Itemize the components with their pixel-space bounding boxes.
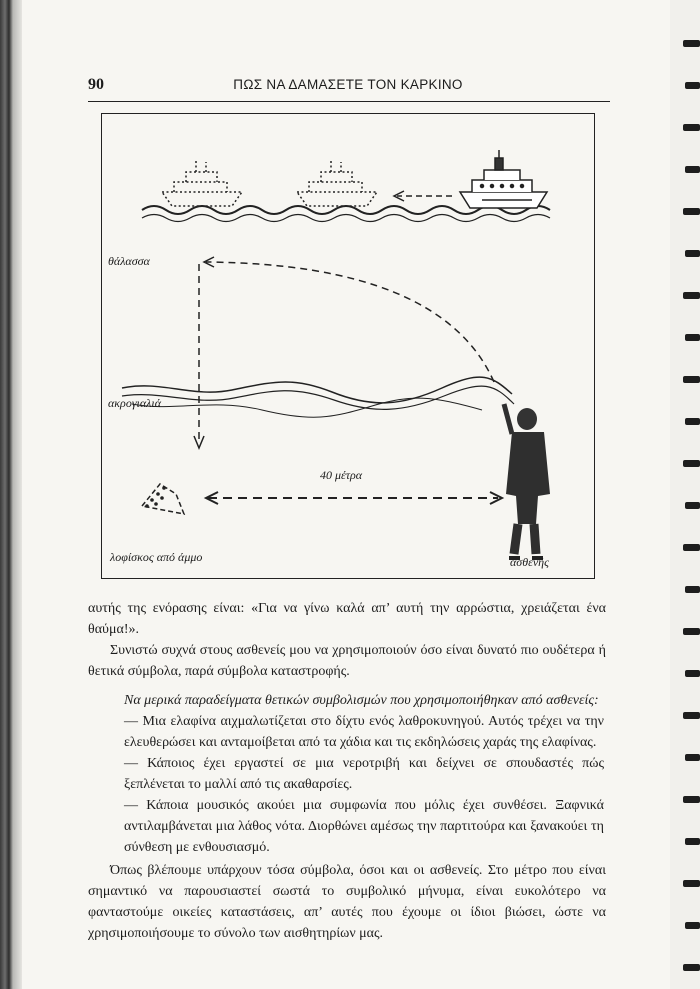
shore-line [122, 377, 512, 403]
ghost-ship-1-icon [162, 160, 242, 206]
header-rule [88, 101, 610, 102]
paragraph-3: Όπως βλέπουμε υπάρχουν τόσα σύμβολα, όσοι και οι ασθενείς. Στο μέτρο που είναι σημαντικό να παρουσιαστεί σωστά το συμβολικό μήνυμα, είναι ευκολότερο να φανταστούμε οικείες καταστάσεις, απ’ αυτές που έχουμε οι ίδιοι βιώσει, ώστε να χρησιμοποιήσουμε το σύνολο των αισθητηρίων μας. [88, 863, 606, 941]
examples-block [124, 690, 604, 858]
paragraph-1: αυτής της ενόρασης είναι: «Για να γίνω καλά απ’ αυτή την αρρώστια, χρειάζεται ένα θαύμα!». [88, 601, 606, 637]
sea-label: θάλασσα [108, 254, 150, 268]
body-paragraph-1 [88, 598, 606, 640]
book-spine-shadow [0, 0, 22, 989]
shore-label: ακρογιαλιά [108, 396, 162, 410]
paragraph-2: Συνιστώ συχνά στους ασθενείς μου να χρησιμοποιούν όσο είναι δυνατό πιο ουδέτερα ή θετικά σύμβολα, παρά σύμβολα καταστροφής. [88, 643, 606, 679]
patient-figure-icon [504, 404, 550, 558]
example-item: — Κάποιος έχει εργαστεί σε μια νεροτριβή και δείχνει σε σπουδαστές πώς ξεπλένεται το μαλλί από τις ακαθαρσίες. [124, 756, 604, 792]
page-number: 90 [88, 76, 104, 93]
ship-icon [460, 150, 547, 208]
body-paragraph-2 [88, 640, 606, 682]
page-header [88, 74, 608, 98]
figure-drawing [102, 114, 593, 577]
running-title: ΠΩΣ ΝΑ ΔΑΜΑΣΕΤΕ ΤΟΝ ΚΑΡΚΙΝΟ [233, 77, 463, 92]
spiral-binding [670, 0, 700, 989]
ghost-ship-2-icon [297, 160, 377, 206]
body-paragraph-3 [88, 860, 606, 944]
example-item: — Μια ελαφίνα αιχμαλωτίζεται στο δίχτυ ενός λαθροκυνηγού. Αυτός τρέχει να την ελευθερώσει και ανταμοίβεται από τα χάδια και τις εκδηλώσεις χαράς της ελαφίνας. [124, 714, 604, 750]
visualization-figure [101, 113, 595, 579]
patient-label: ασθενής [510, 555, 549, 569]
sand-mound-icon [142, 484, 184, 514]
throw-arc [206, 262, 494, 382]
sand-mound-label: λοφίσκος από άμμο [110, 550, 203, 564]
examples-intro: Να μερικά παραδείγματα θετικών συμβολισμών που χρησιμοποιήθηκαν από ασθενείς: [124, 693, 599, 708]
distance-label: 40 μέτρα [320, 468, 363, 482]
example-item: — Κάποια μουσικός ακούει μια συμφωνία που μόλις έχει συνθέσει. Ξαφνικά αντιλαμβάνεται μια λάθος νότα. Διορθώνει αμέσως την παρτιτούρα και ξανακούει τη σύνθεση με ενθουσιασμό. [124, 798, 604, 855]
